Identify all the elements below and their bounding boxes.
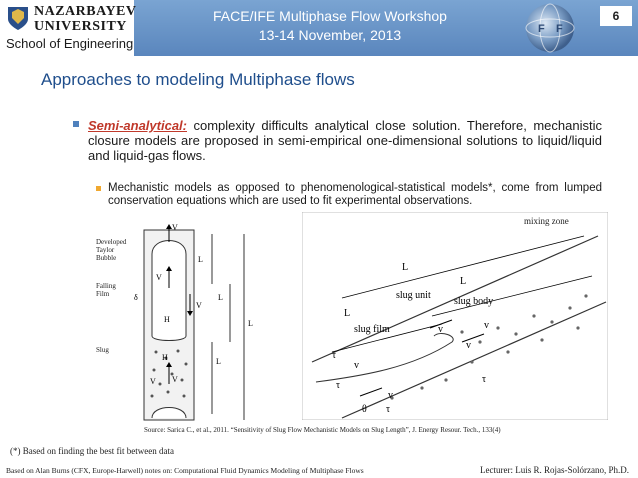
label-bubble: Bubble <box>96 254 117 262</box>
university-logo <box>0 0 137 56</box>
label-vt: V <box>172 224 178 232</box>
label-mixing-zone: mixing zone <box>524 216 569 226</box>
label-lf-right: L <box>344 308 351 319</box>
label-hf: H <box>164 315 170 324</box>
label-vf: V <box>196 301 202 310</box>
label-delta-f: δ <box>134 293 138 302</box>
label-tau-s: τ <box>482 374 487 385</box>
label-slug: Slug <box>96 346 109 354</box>
label-falling: Falling <box>96 282 116 290</box>
workshop-date: 13-14 November, 2013 <box>258 27 402 43</box>
label-developed: Developed <box>96 238 127 246</box>
label-ls: L <box>216 357 221 366</box>
label-film: Film <box>96 290 110 298</box>
page-number: 6 <box>600 6 632 26</box>
label-taylor: Taylor <box>96 246 115 254</box>
crest-icon <box>6 5 30 31</box>
label-vb: V <box>172 375 178 384</box>
svg-text:F: F <box>538 23 545 35</box>
label-vl-right: v <box>484 320 489 331</box>
label-vl: V <box>150 377 156 386</box>
bullet-semi-analytical <box>88 118 602 163</box>
bullet-marker <box>73 121 79 127</box>
label-vg: V <box>156 273 162 282</box>
label-lc: L <box>198 255 203 264</box>
sub-bullet-marker <box>96 186 101 191</box>
label-lf: L <box>218 293 223 302</box>
label-tau-wg: τ <box>332 350 337 361</box>
logo-line3: School of Engineering <box>6 36 134 51</box>
figure-source: Source: Sarica C., et al., 2011. “Sensitivity of Slug Flow Mechanistic Models on Slug Length”, J. Energy Resour. Tech., 133(4) <box>144 426 501 434</box>
label-vt-right: v <box>438 324 443 335</box>
footnote: (*) Based on finding the best fit between data <box>10 446 174 456</box>
label-hs: H <box>162 353 168 362</box>
label-lu: L <box>248 319 253 328</box>
label-theta: θ <box>362 404 367 415</box>
sub-bullet-mechanistic: Mechanistic models as opposed to phenomenological-statistical models*, come from lumped conservation equations which are used to fit experimental observations. <box>108 182 602 207</box>
label-slug-body: slug body <box>454 296 494 307</box>
label-slug-film: slug film <box>354 324 390 335</box>
label-vb-right: v <box>466 340 471 351</box>
logo-line1: NAZARBAYEV <box>34 4 137 19</box>
logo-line2: UNIVERSITY <box>34 19 127 34</box>
vertical-slug-flow-diagram <box>94 224 290 422</box>
inclined-slug-flow-diagram <box>302 212 608 420</box>
label-slug-unit: slug unit <box>396 290 431 301</box>
footer-credit: Based on Alan Burns (CFX, Europe-Harwell) notes on: Computational Fluid Dynamics Modeling of Multiphase Flows <box>6 466 364 475</box>
label-vf-right: v <box>388 390 393 401</box>
label-ls-right: L <box>460 276 467 287</box>
footer-lecturer: Lecturer: Luis R. Rojas-Solórzano, Ph.D. <box>480 465 629 475</box>
label-tau-i: τ <box>336 380 341 391</box>
label-tau-f: τ <box>386 404 391 415</box>
label-vg-right: v <box>354 360 359 371</box>
bullet-lead: Semi-analytical: <box>88 118 187 133</box>
svg-text:F: F <box>556 23 563 35</box>
bullet-text: complexity difficults analytical close solution. Therefore, mechanistic closure models are proposed in semi-empirical one-dimensional solutions to liquid/liquid and liquid-gas flows. <box>88 118 602 163</box>
slide-title: Approaches to modeling Multiphase flows <box>41 70 355 89</box>
workshop-title: FACE/IFE Multiphase Flow Workshop <box>213 8 447 24</box>
label-lu-right: L <box>402 262 409 273</box>
workshop-globe-icon <box>524 2 576 54</box>
